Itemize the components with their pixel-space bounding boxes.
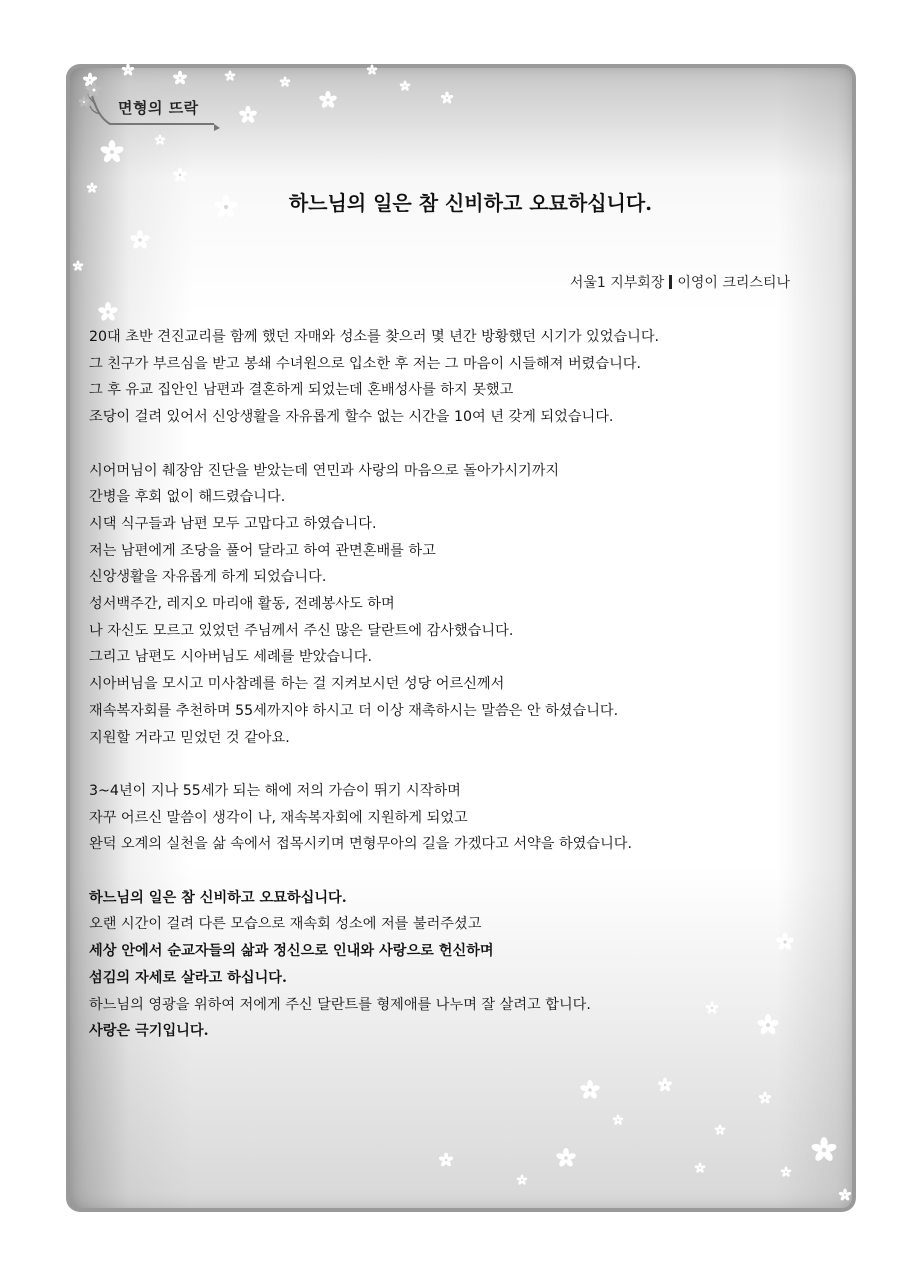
- body-line: 20대 초반 견진교리를 함께 했던 자매와 성소를 찾으러 몇 년간 방황했던 시기가 있었습니다.: [89, 329, 660, 345]
- paragraph-gap: [89, 751, 829, 778]
- body-line: 완덕 오계의 실천을 삶 속에서 접목시키며 면형무아의 길을 가겠다고 서약을 하였습니다.: [89, 836, 632, 853]
- body-line: 섬김의 자세로 살라고 하십니다.: [89, 969, 287, 986]
- section-label: 면형의 뜨락: [118, 99, 199, 117]
- body-line: 지원할 거라고 믿었던 것 같아요.: [89, 729, 290, 746]
- article-title: 하느님의 일은 참 신비하고 오묘하십니다.: [288, 191, 653, 215]
- body-line: 자꾸 어르신 말씀이 생각이 나, 재속복자회에 지원하게 되었고: [89, 809, 468, 826]
- article-body: [89, 324, 829, 1045]
- body-line: 재속복자회를 추천하며 55세까지야 하시고 더 이상 재촉하시는 말씀은 안 하셨습니다.: [89, 702, 619, 719]
- author-name: 이영이 크리스티나: [677, 275, 790, 291]
- author-role: 서울1 지부회장: [569, 275, 665, 291]
- body-line: 그 친구가 부르심을 받고 봉쇄 수녀원으로 입소한 후 저는 그 마음이 시들해져 버렸습니다.: [89, 355, 642, 372]
- author-line: [570, 272, 790, 292]
- body-line: 신앙생활을 자유롭게 하게 되었습니다.: [89, 569, 327, 586]
- body-line: 시어머님이 췌장암 진단을 받았는데 연민과 사랑의 마음으로 돌아가시기까지: [89, 462, 560, 479]
- body-line: 3~4년이 지나 55세가 되는 해에 저의 가슴이 뛰기 시작하며: [89, 782, 461, 799]
- body-line: 저는 남편에게 조당을 풀어 달라고 하여 관면혼배를 하고: [89, 542, 436, 559]
- body-line: 간병을 후회 없이 해드렸습니다.: [89, 489, 286, 506]
- body-line: 조당이 걸려 있어서 신앙생활을 자유롭게 할수 없는 시간을 10여 년 갖게 되었습니다.: [89, 409, 614, 426]
- body-line: 사랑은 극기입니다.: [89, 1023, 209, 1040]
- body-line: 그 후 유교 집안인 남편과 결혼하게 되었는데 혼배성사를 하지 못했고: [89, 382, 514, 399]
- body-line: 시댁 식구들과 남편 모두 고맙다고 하였습니다.: [89, 515, 377, 532]
- body-line: 그리고 남편도 시아버님도 세례를 받았습니다.: [89, 649, 372, 666]
- paragraph-gap: [89, 431, 829, 458]
- body-line: 성서백주간, 레지오 마리애 활동, 전례봉사도 하며: [89, 596, 395, 613]
- body-line: 세상 안에서 순교자들의 삶과 정신으로 인내와 사랑으로 헌신하며: [89, 943, 494, 960]
- body-line: 나 자신도 모르고 있었던 주님께서 주신 많은 달란트에 감사했습니다.: [89, 622, 514, 639]
- body-line: 하느님의 일은 참 신비하고 오묘하십니다.: [89, 889, 347, 906]
- body-line: 시아버님을 모시고 미사참례를 하는 걸 지켜보시던 성당 어르신께서: [89, 676, 505, 693]
- body-line: 하느님의 영광을 위하여 저에게 주신 달란트를 형제애를 나누며 잘 살려고 합니다.: [89, 996, 591, 1013]
- author-separator: [669, 275, 672, 289]
- paragraph-gap: [89, 858, 829, 885]
- body-line: 오랜 시간이 걸려 다른 모습으로 재속회 성소에 저를 불러주셨고: [89, 916, 482, 933]
